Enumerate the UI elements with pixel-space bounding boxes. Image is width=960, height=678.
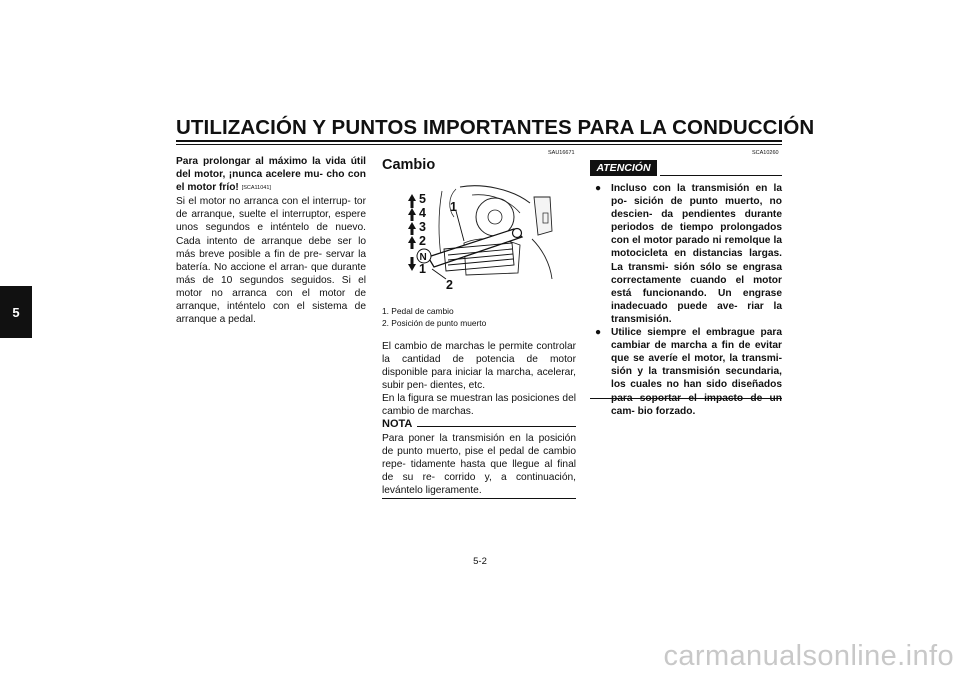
callout-2: 2	[446, 278, 453, 292]
page-number: 5-2	[473, 556, 487, 567]
section-code: SCA10260	[752, 150, 779, 156]
callout-1: 1	[450, 200, 457, 214]
gear-label-5: 5	[419, 192, 426, 206]
caution-rule-bottom	[590, 398, 782, 399]
gear-label-3: 3	[419, 220, 426, 234]
column-1	[176, 155, 366, 326]
gear-label-4: 4	[419, 206, 426, 220]
body-paragraph: El cambio de marchas le permite controlar la cantidad de potencia de motor disponible para iniciar la marcha, acelerar, subir pen- dientes, etc.	[382, 341, 576, 392]
note-rule-bottom	[382, 498, 576, 499]
page-title: UTILIZACIÓN Y PUNTOS IMPORTANTES PARA LA CONDUCCIÓN	[176, 116, 815, 139]
header-rule-thin	[176, 144, 782, 145]
figure-caption-2: 2. Posición de punto muerto	[382, 318, 487, 328]
section-code: SAU16671	[548, 150, 575, 156]
note-label: NOTA	[382, 418, 413, 430]
list-item	[594, 182, 782, 326]
bullet-icon: ●	[595, 327, 602, 339]
caution-list	[594, 182, 782, 418]
caution-label: ATENCIÓN	[590, 160, 657, 176]
list-item-text: Incluso con la transmisión en la po- sición de punto muerto, no descien- da pendientes durante periodos de tiempo prolongados con el motor parado ni remolque la motocicleta en distancias largas. La transmi- sión sólo se engrasa correctamente cuando el motor está funcionando. Un engrase inadecuado puede ave- riar la transmisión.	[611, 183, 782, 325]
gear-label-n: N	[419, 252, 427, 263]
chapter-tab: 5	[0, 286, 32, 338]
gear-label-1: 1	[419, 262, 426, 276]
bold-lead-text: Para prolongar al máximo la vida útil del motor, ¡nunca acelere mu- cho con el motor frío!	[176, 156, 366, 194]
body-paragraph: Si el motor no arranca con el interrup- tor de arranque, suelte el interruptor, espere unos segundos e inténtelo de nuevo. Cada intento de arranque debe ser lo más breve posible a fin de pre- servar la batería. No accione el arran- que durante más de 10 segundos seguidos. Si el motor no arranca con el motor de arranque, inténtelo con el sistema de arranque a pedal.	[176, 196, 366, 326]
reference-code: [SCA11041]	[241, 185, 271, 192]
caution-rule-top	[660, 175, 782, 176]
gear-shift-figure	[382, 183, 570, 295]
list-item-text: Utilice siempre el embrague para cambiar de marcha a fin de evitar que se averíe el motor, la transmi- sión y la transmisión secundaria, los cuales no han sido diseñados para soportar el impacto de un cam- bio forzado.	[611, 327, 782, 417]
section-heading: Cambio	[382, 157, 436, 173]
list-item	[594, 326, 782, 418]
gear-shift-diagram	[382, 183, 570, 295]
header-rule	[176, 140, 782, 142]
gear-label-2: 2	[419, 234, 426, 248]
note-text: Para poner la transmisión en la posición de punto muerto, pise el pedal de cambio repe- tidamente hasta que llegue al final de su re- corrido y, a continuación, levántelo ligeramente.	[382, 433, 576, 497]
warning-paragraph	[176, 155, 366, 195]
body-paragraph: En la figura se muestran las posiciones del cambio de marchas.	[382, 393, 576, 418]
watermark: carmanualsonline.info	[663, 640, 954, 672]
note-rule-top	[417, 426, 576, 427]
bullet-icon: ●	[595, 183, 602, 194]
figure-caption-1: 1. Pedal de cambio	[382, 306, 454, 316]
column-2-text	[382, 340, 576, 419]
